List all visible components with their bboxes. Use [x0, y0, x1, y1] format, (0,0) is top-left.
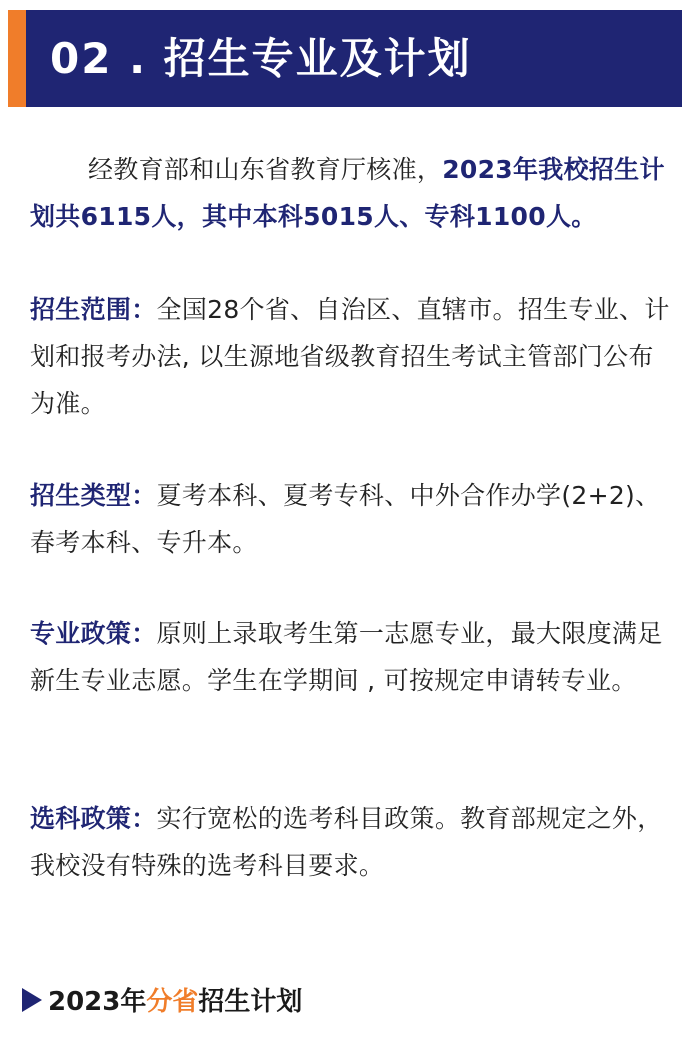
heading-year: 2023年: [48, 987, 147, 1017]
section-text: 实行宽松的选考科目政策。教育部规定之外，我校没有特殊的选考科目要求。: [30, 804, 663, 880]
banner-accent-bar: [8, 10, 26, 107]
intro-text: 经教育部和山东省教育厅核准，: [88, 155, 443, 184]
section-scope: [30, 286, 670, 427]
section-subject-policy: [30, 795, 670, 889]
section-major-policy: [30, 610, 670, 704]
section-text: 夏考本科、夏考专科、中外合作办学(2+2)、春考本科、专升本。: [30, 481, 661, 557]
section-types: [30, 472, 670, 566]
intro-highlight: 2023年我校招生计划共6115人，其中本科5015人、专科1100人。: [30, 155, 665, 231]
provincial-plan-heading: [22, 980, 302, 1024]
section-text: 全国28个省、自治区、直辖市。招生专业、计划和报考办法, 以生源地省级教育招生考试主管部门公布为准。: [30, 295, 670, 418]
banner-title: 02 . 招生专业及计划: [50, 34, 472, 83]
section-text: 原则上录取考生第一志愿专业，最大限度满足新生专业志愿。学生在学期间 , 可按规定申请转专业。: [30, 619, 663, 695]
section-banner: [8, 10, 682, 107]
section-label: 专业政策：: [30, 619, 157, 648]
section-label: 招生类型：: [30, 481, 157, 510]
section-label: 招生范围：: [30, 295, 157, 324]
intro-paragraph: [30, 146, 670, 240]
heading-highlight: 分省: [146, 987, 199, 1017]
heading-rest: 招生计划: [198, 987, 303, 1017]
section-label: 选科政策：: [30, 804, 157, 833]
triangle-right-icon: [22, 988, 42, 1012]
